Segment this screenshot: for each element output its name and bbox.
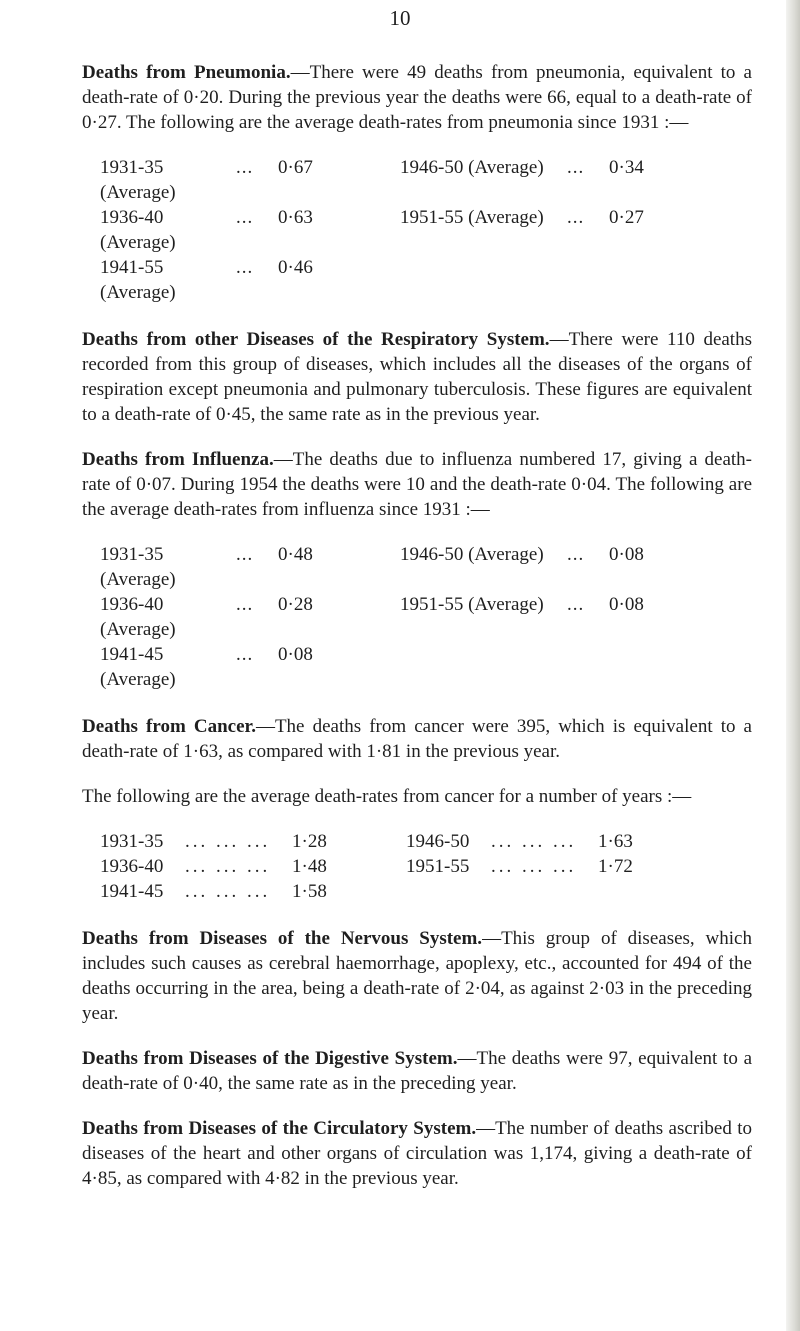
rate-dots: ... ... ... — [491, 831, 577, 852]
rate-dots: ... — [567, 544, 585, 565]
rate-dots: ... — [567, 594, 585, 615]
rate-value: 1·72 — [598, 856, 633, 877]
influenza-text: —The deaths due to influenza numbered 17, giving a death-rate of 0·07. During 1954 the deaths were 10 and the death-rate 0·04. The following are the average death-rates from influenza since 1931 :— — [82, 449, 752, 520]
cancer-heading: Deaths from Cancer. — [82, 716, 256, 737]
pneumonia-paragraph — [82, 60, 752, 135]
rate-dots: ... — [567, 207, 585, 228]
rate-period: 1946-50 (Average) — [400, 544, 544, 565]
circulatory-text: —The number of deaths ascribed to diseases of the heart and other organs of circulation was 1,174, giving a death-rate of 4·85, as compared with 4·82 in the previous year. — [82, 1118, 752, 1189]
rate-value: 0·63 — [278, 207, 313, 228]
rate-period: 1951-55 (Average) — [400, 207, 544, 228]
rate-value: 0·08 — [609, 544, 644, 565]
rate-period: 1931-35 (Average) — [100, 157, 176, 203]
rate-period: 1951-55 (Average) — [400, 594, 544, 615]
rate-value: 1·28 — [292, 831, 327, 852]
rate-period: 1941-45 — [100, 881, 164, 902]
digestive-heading: Deaths from Diseases of the Digestive System. — [82, 1048, 458, 1069]
rate-value: 0·08 — [278, 644, 313, 665]
rate-value: 0·08 — [609, 594, 644, 615]
rate-value: 1·63 — [598, 831, 633, 852]
respiratory-paragraph — [82, 327, 752, 427]
cancer-intro: The following are the average death-rates from cancer for a number of years :— — [82, 786, 692, 807]
rate-dots: ... — [567, 157, 585, 178]
influenza-heading: Deaths from Influenza. — [82, 449, 274, 470]
nervous-heading: Deaths from Diseases of the Nervous System. — [82, 928, 483, 949]
digestive-paragraph — [82, 1046, 752, 1096]
rate-period: 1951-55 — [406, 856, 470, 877]
respiratory-text: —There were 110 deaths recorded from this group of diseases, which includes all the diseases of the organs of respiration except pneumonia and pulmonary tuberculosis. These figures are equivalent to a death-rate of 0·45, the same rate as in the previous year. — [82, 329, 752, 425]
rate-period: 1946-50 — [406, 831, 470, 852]
nervous-paragraph — [82, 926, 752, 1026]
digestive-text: —The deaths were 97, equivalent to a death-rate of 0·40, the same rate as in the preceding year. — [82, 1048, 752, 1094]
rate-dots: ... ... ... — [185, 881, 271, 902]
rate-value: 0·46 — [278, 257, 313, 278]
rate-period: 1936-40 (Average) — [100, 207, 176, 253]
rate-dots: ... — [236, 207, 254, 228]
page-number: 10 — [389, 6, 411, 30]
rate-value: 1·58 — [292, 881, 327, 902]
rate-period: 1946-50 (Average) — [400, 157, 544, 178]
rate-dots: ... ... ... — [185, 831, 271, 852]
rate-period: 1941-55 (Average) — [100, 257, 176, 303]
pneumonia-text: —There were 49 deaths from pneumonia, equivalent to a death-rate of 0·20. During the previous year the deaths were 66, equal to a death-rate of 0·27. The following are the average death-rates from pneumonia since 1931 :— — [82, 62, 752, 133]
rate-period: 1936-40 (Average) — [100, 594, 176, 640]
rate-period: 1936-40 — [100, 856, 164, 877]
page-edge-shadow — [786, 0, 800, 1331]
cancer-paragraph — [82, 714, 752, 764]
rate-value: 0·27 — [609, 207, 644, 228]
rate-value: 0·34 — [609, 157, 644, 178]
nervous-text: —This group of diseases, which includes such causes as cerebral haemorrhage, apoplexy, etc., accounted for 494 of the deaths occurring in the area, being a death-rate of 2·04, as against 2·03 in the preceding year. — [82, 928, 752, 1024]
rate-period: 1931-35 — [100, 831, 164, 852]
rate-dots: ... — [236, 544, 254, 565]
rate-value: 1·48 — [292, 856, 327, 877]
influenza-rates-table — [100, 542, 752, 692]
rate-value: 0·48 — [278, 544, 313, 565]
rate-period: 1941-45 (Average) — [100, 644, 176, 690]
rate-dots: ... ... ... — [185, 856, 271, 877]
rate-dots: ... — [236, 157, 254, 178]
rate-dots: ... — [236, 257, 254, 278]
rate-dots: ... — [236, 594, 254, 615]
pneumonia-rates-table — [100, 155, 752, 305]
rate-value: 0·67 — [278, 157, 313, 178]
circulatory-paragraph — [82, 1116, 752, 1191]
cancer-rates-table — [100, 829, 752, 904]
cancer-text: —The deaths from cancer were 395, which is equivalent to a death-rate of 1·63, as compared with 1·81 in the previous year. — [82, 716, 752, 762]
rate-dots: ... ... ... — [491, 856, 577, 877]
rate-period: 1931-35 (Average) — [100, 544, 176, 590]
influenza-paragraph — [82, 447, 752, 522]
rate-value: 0·28 — [278, 594, 313, 615]
circulatory-heading: Deaths from Diseases of the Circulatory System. — [82, 1118, 477, 1139]
respiratory-heading: Deaths from other Diseases of the Respiratory System. — [82, 329, 550, 350]
rate-dots: ... — [236, 644, 254, 665]
pneumonia-heading: Deaths from Pneumonia. — [82, 62, 291, 83]
document-body — [82, 60, 752, 1211]
